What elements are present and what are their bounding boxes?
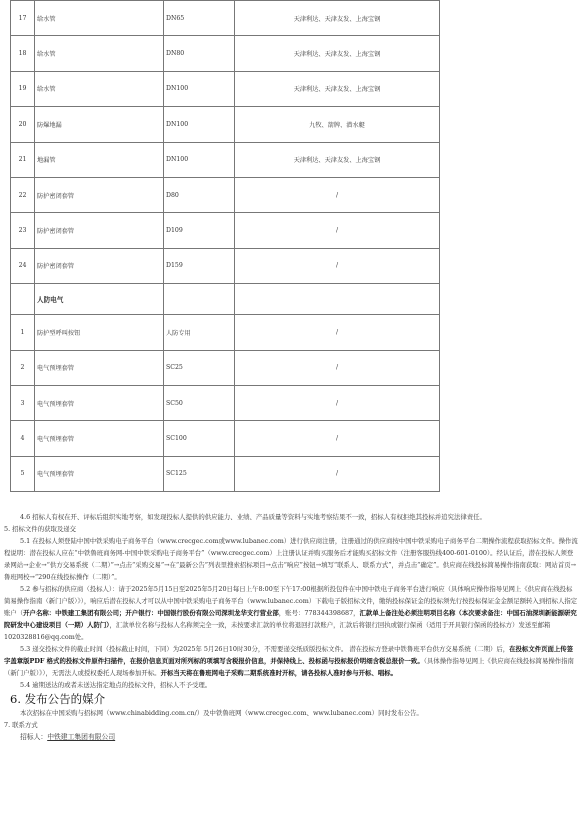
item-spec: DN100	[164, 71, 235, 106]
section-7-heading: 7. 联系方式	[4, 721, 38, 729]
item-spec: DN100	[164, 107, 235, 142]
item-spec: SC100	[164, 421, 235, 456]
item-brand: 九牧、箭牌、潜水艇	[235, 107, 440, 142]
item-spec: D80	[164, 177, 235, 212]
row-number: 18	[11, 36, 35, 71]
item-name: 给水管	[35, 1, 164, 36]
item-brand: /	[235, 177, 440, 212]
item-name: 给水管	[35, 71, 164, 106]
item-brand: 天津利达、天津友发、上海宝钢	[235, 71, 440, 106]
contact-line: 招标人：中铁建工集团有限公司	[20, 733, 116, 741]
item-brand: /	[235, 248, 440, 283]
table-row	[11, 385, 440, 420]
item-brand: 天津利达、天津友发、上海宝钢	[235, 36, 440, 71]
table-row	[11, 36, 440, 71]
row-number: 17	[11, 1, 35, 36]
table-row	[11, 107, 440, 142]
clause-5-3: 5.3 递交投标文件的截止时间（投标截止时间，下同）为2025年 5月26日10时30分，不需要递交纸质版投标文件。 潜在投标方登录中铁鲁班平台供方交易系统（二期）后，在投标文件页面上传签字盖章版PDF 格式的投标文件原件扫描件，在报价信息页面对所列标的项填写含税报价信息，并保持线上、投标函与投标报价明细含税总报价一致。（具体操作指导见网上《供应商在线投标简易操作指南（新门户版）》），无需法人或授权委托人现场参加开标。开标当天将在鲁班网电子采购二期系统准时开标，请各投标人准时参与开标、唱标。	[4, 645, 574, 677]
section-5-heading: 5. 招标文件的获取及递交	[4, 525, 77, 533]
item-name: 电气预埋套管	[35, 350, 164, 385]
item-brand: 天津利达、天津友发、上海宝钢	[235, 142, 440, 177]
item-brand: /	[235, 456, 440, 491]
section-row	[11, 284, 440, 315]
section-label: 人防电气	[35, 284, 164, 315]
item-spec: SC25	[164, 350, 235, 385]
item-name: 电气预埋套管	[35, 456, 164, 491]
clause-5-1: 5.1 在投标人须登陆中国中铁采购电子商务平台（www.crecgec.com或www.lubanec.com）进行供应商注册，注册通过的供应商按中国中铁采购电子商务平台二期操作流程获取招标文件。操作流程说明：潜在投标人应在“中铁鲁班商务网-中国中铁采购电子商务平台”（www.crecgec.com）上注册认证并购买服务后才能购买招标文件（注册客服热线400-601-0100）。经认证后，潜在投标人须登录网站→企业→“供方交易系统（二期）”→点击“采购交易”→在“最新公告”列表里搜索招标项目→点击“响应”按钮→填写“联系人、联系方式”，并点击“确定”。供应商在线投标简易操作指南获取：网站首页→鲁班网校→“290在线投标操作（二期）”。	[4, 537, 578, 581]
table-row	[11, 456, 440, 491]
item-name: 给水管	[35, 36, 164, 71]
row-number: 3	[11, 385, 35, 420]
item-brand: /	[235, 315, 440, 350]
item-spec: DN100	[164, 142, 235, 177]
row-number: 22	[11, 177, 35, 212]
item-name: 防护型呼叫按钮	[35, 315, 164, 350]
tenderer-name-link[interactable]: 中铁建工集团有限公司	[47, 733, 116, 741]
clause-5-2: 5.2 参与招标的供应商（投标人）：请于2025年5月15日至2025年5月20日每日上午8:00至下午17:00根据所投包件在中国中铁电子商务平台进行响应（具体响应操作指导见网上《供应商在线投标简易操作指南（新门户版）》），响应后潜在投标人才可以从中国中铁采购电子商务平台（www.lubanec.com）下载电子版招标文件，缴纳投标保证金的投标须先行按投标保证金金额足额转入到招标人指定账户（开户名称：中铁建工集团有限公司；开户银行：中国银行股份有限公司深圳龙华支行营业部，账号：778344398687，汇款单上备注处必须注明项目名称（本次要求备注：中国石油深圳新能源研究院研发中心建设项目（一期）人防门），汇款单位名称与投标人名称须完全一致，未按要求汇款的单位将退回打款账户，汇款后将银行回执或银行保函（适用于开具银行保函的投标方）发送至邮箱1020328816@qq.com处。	[4, 585, 578, 641]
item-spec: D159	[164, 248, 235, 283]
clause-4-6: 4.6 招标人有权在开、评标后组织实地考察，如发现投标人提供的供应能力、业绩、产品质量等资料与实地考察结果不一致，招标人有权拒绝其投标并追究法律责任。	[20, 513, 486, 521]
item-name: 防护密闭套管	[35, 248, 164, 283]
item-brand: /	[235, 421, 440, 456]
table-row	[11, 1, 440, 36]
row-number: 5	[11, 456, 35, 491]
table-row	[11, 315, 440, 350]
item-brand: /	[235, 350, 440, 385]
item-spec: 人防专用	[164, 315, 235, 350]
item-name: 防护密闭套管	[35, 213, 164, 248]
table-row	[11, 350, 440, 385]
table-row	[11, 213, 440, 248]
item-name: 电气预埋套管	[35, 385, 164, 420]
item-name: 地漏管	[35, 142, 164, 177]
item-spec: SC50	[164, 385, 235, 420]
clause-5-4: 5.4 逾期送达的或者未送达指定地点的投标文件，招标人不予受理。	[20, 681, 212, 689]
table-row	[11, 142, 440, 177]
text-block	[4, 511, 578, 743]
row-number: 21	[11, 142, 35, 177]
item-name: 防护密闭套管	[35, 177, 164, 212]
item-spec: DN65	[164, 1, 235, 36]
item-brand: /	[235, 213, 440, 248]
row-number: 23	[11, 213, 35, 248]
row-number: 20	[11, 107, 35, 142]
table-row	[11, 248, 440, 283]
item-brand: 天津利达、天津友发、上海宝钢	[235, 1, 440, 36]
row-number: 1	[11, 315, 35, 350]
item-brand: /	[235, 385, 440, 420]
row-number: 19	[11, 71, 35, 106]
table-row	[11, 71, 440, 106]
item-spec: D109	[164, 213, 235, 248]
materials-table	[10, 0, 440, 492]
item-spec: DN80	[164, 36, 235, 71]
row-number: 24	[11, 248, 35, 283]
item-name: 电气预埋套管	[35, 421, 164, 456]
section-6-heading: 6. 发布公告的媒介	[10, 692, 106, 706]
table-row	[11, 177, 440, 212]
item-spec: SC125	[164, 456, 235, 491]
row-number: 2	[11, 350, 35, 385]
section-6-body: 本次招标在中国采购与招标网（www.chinabidding.com.cn/）及中铁鲁班网（www.crecgec.com、www.lubanec.com）同时发布公告。	[20, 709, 423, 717]
row-number: 4	[11, 421, 35, 456]
item-name: 防爆地漏	[35, 107, 164, 142]
table-row	[11, 421, 440, 456]
